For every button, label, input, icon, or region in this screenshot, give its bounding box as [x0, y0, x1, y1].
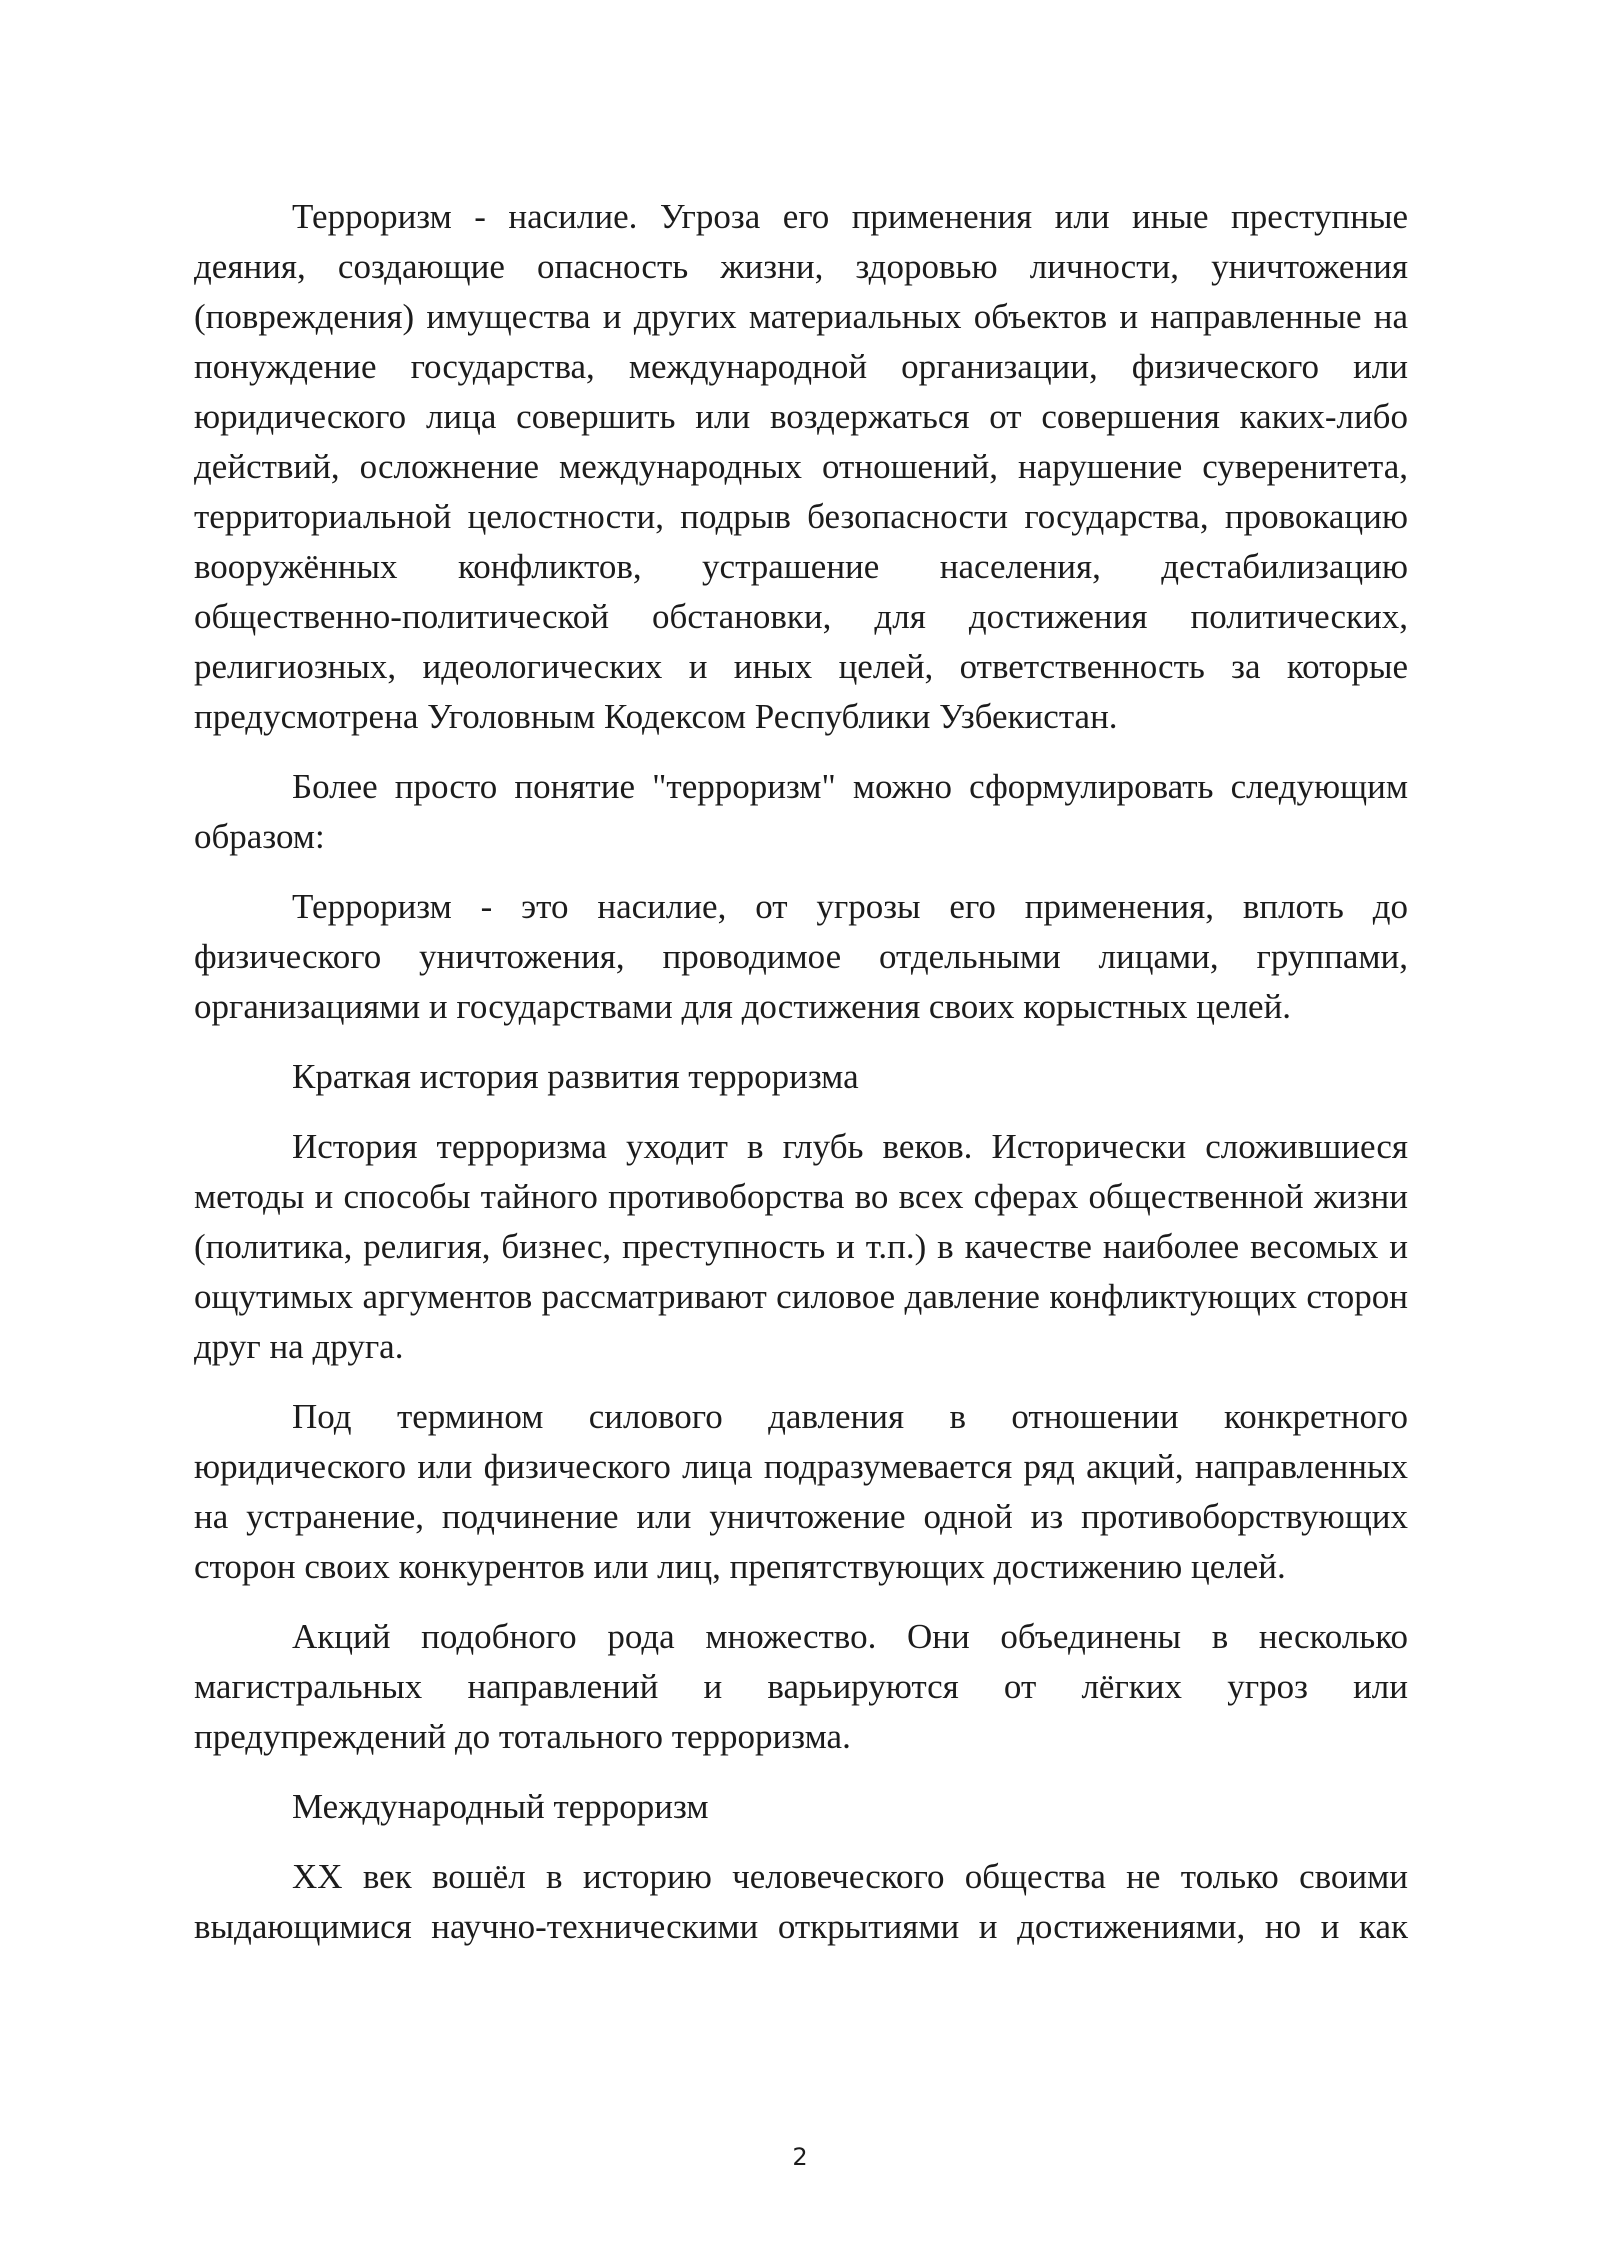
paragraph-history: История терроризма уходит в глубь веков. Исторически сложившиеся методы и способы тайного противоборства во всех сферах общественной жизни (политика, религия, бизнес, преступность и т.п.) в качестве наиболее весомых и ощутимых аргументов рассматривают силовое давление конфликтующих сторон друг на друга.	[194, 1127, 1408, 1366]
paragraph-simple-definition-intro: Более просто понятие "терроризм" можно сформулировать следующим образом:	[194, 767, 1408, 856]
paragraph-actions: Акций подобного рода множество. Они объединены в несколько магистральных направлений и варьируются от лёгких угроз или предупреждений до тотального терроризма.	[194, 1617, 1408, 1756]
page-body	[194, 192, 1408, 1972]
paragraph-force-pressure: Под термином силового давления в отношении конкретного юридического или физического лица подразумевается ряд акций, направленных на устранение, подчинение или уничтожение одной из противоборствующих сторон своих конкурентов или лиц, препятствующих достижению целей.	[194, 1397, 1408, 1586]
paragraph-twentieth-century: XX век вошёл в историю человеческого общества не только своими выдающимися научно-техническими открытиями и достижениями, но и как	[194, 1857, 1408, 1946]
section-heading-history: Краткая история развития терроризма	[292, 1057, 859, 1096]
paragraph-simple-definition: Терроризм - это насилие, от угрозы его применения, вплоть до физического уничтожения, проводимое отдельными лицами, группами, организациями и государствами для достижения своих корыстных целей.	[194, 887, 1408, 1026]
paragraph-terrorism-definition: Терроризм - насилие. Угроза его применения или иные преступные деяния, создающие опасность жизни, здоровью личности, уничтожения (повреждения) имущества и других материальных объектов и направленные на понуждение государства, международной организации, физического или юридического лица совершить или воздержаться от совершения каких-либо действий, осложнение международных отношений, нарушение суверенитета, территориальной целостности, подрыв безопасности государства, провокацию вооружённых конфликтов, устрашение населения, дестабилизацию общественно-политической обстановки, для достижения политических, религиозных, идеологических и иных целей, ответственность за которые предусмотрена Уголовным Кодексом Республики Узбекистан.	[194, 197, 1408, 736]
page-number: 2	[792, 2143, 808, 2171]
section-heading-international: Международный терроризм	[292, 1787, 709, 1826]
